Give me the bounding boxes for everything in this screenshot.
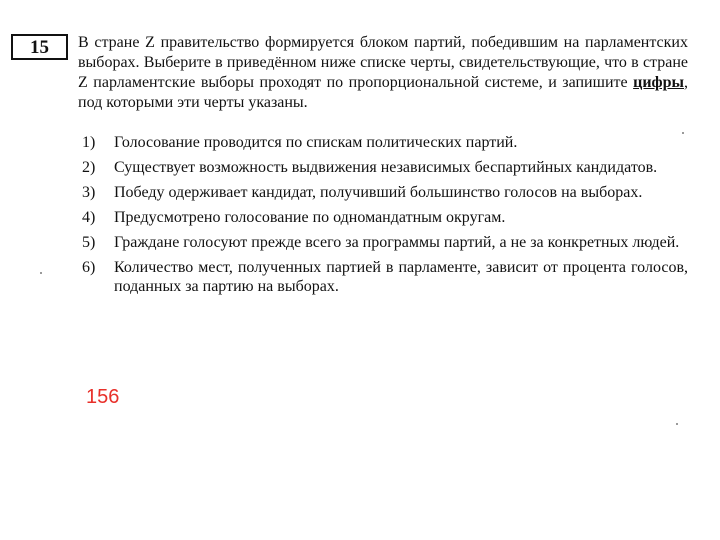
option-number: 4) [82, 209, 96, 226]
option-number: 1) [82, 134, 96, 151]
scan-speck [676, 423, 678, 425]
option-4 [82, 208, 688, 227]
option-6 [82, 258, 688, 296]
option-2 [82, 158, 688, 177]
question-intro [78, 33, 688, 113]
scan-speck [40, 272, 42, 274]
option-5 [82, 233, 688, 252]
option-text: Предусмотрено голосование по одномандатным округам. [114, 209, 506, 226]
option-text: Победу одерживает кандидат, получивший большинство голосов на выборах. [114, 184, 643, 201]
option-text: Голосование проводится по спискам политических партий. [114, 134, 518, 151]
option-number: 6) [82, 259, 96, 276]
option-number: 3) [82, 184, 96, 201]
option-text: Количество мест, полученных партией в парламенте, зависит от процента голосов, поданных за партию на выборах. [114, 259, 688, 295]
options-list [82, 133, 688, 302]
option-number: 5) [82, 234, 96, 251]
question-number: 15 [11, 34, 68, 60]
scan-speck [682, 132, 684, 134]
option-1 [82, 133, 688, 152]
intro-text-start: В стране Z правительство формируется блоком партий, победившим на парламентских выборах. Выберите в приведённом ниже списке черты, свидетельствующие, что в стране Z парламентские выборы проходят по пропорциональной системе, и запишите [78, 34, 688, 91]
intro-text-end: , под которыми эти черты указаны. [78, 74, 688, 111]
option-number: 2) [82, 159, 96, 176]
option-text: Граждане голосуют прежде всего за программы партий, а не за конкретных людей. [114, 234, 680, 251]
option-text: Существует возможность выдвижения независимых беспартийных кандидатов. [114, 159, 658, 176]
option-3 [82, 183, 688, 202]
intro-emphasis: цифры [633, 74, 684, 91]
answer-text: 156 [86, 386, 120, 408]
